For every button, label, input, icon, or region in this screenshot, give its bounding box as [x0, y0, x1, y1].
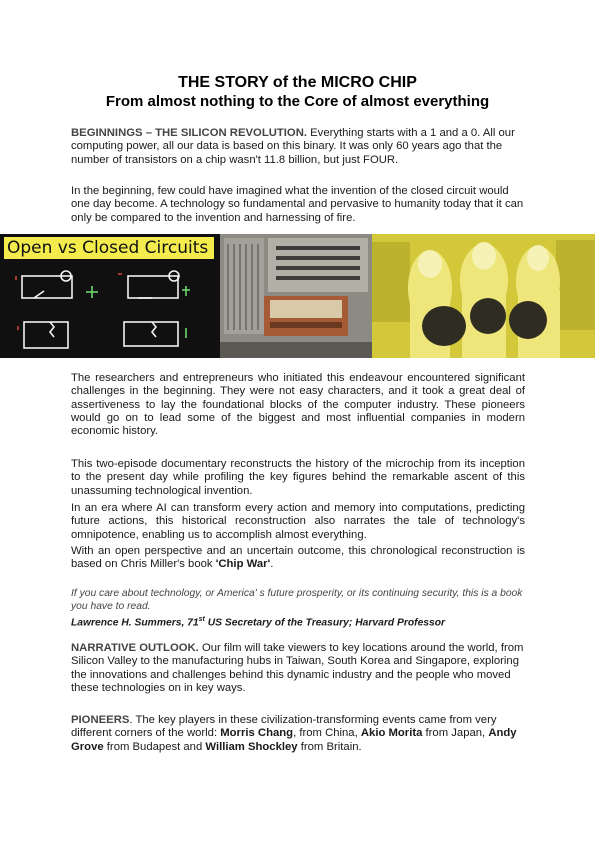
beginnings-lead: BEGINNINGS – THE SILICON REVOLUTION. [71, 127, 307, 139]
pioneers-paragraph [71, 714, 525, 754]
book-text: With an open perspective and an uncertain outcome, this chronological reconstruction is based on Chris Miller's book [71, 545, 525, 571]
narrative-text: Our film will take viewers to key locations around the world, from Silicon Valley to the manufacturing hubs in Taiwan, South Korea and Singapore, exploring the innovations and challenges behind this dynamic industry and the people who moved these technologies on in key ways. [71, 642, 524, 694]
circuits-image [0, 234, 220, 358]
cleanroom-workers-icon [372, 234, 595, 358]
image-strip [0, 234, 595, 358]
pioneer-name: Akio Morita [360, 727, 423, 740]
quote-author [71, 614, 525, 630]
researchers-paragraph: The researchers and entrepreneurs who initiated this endeavour encountered significant challenges in the beginning. They were not easy characters, and it took a great deal of assertiveness to lay the foundational blocks of the computer industry. These pioneers would go on to lead some of the biggest and most influential companies in modern economic history. [71, 372, 525, 438]
quote-block [71, 588, 525, 630]
page-title: THE STORY of the MICRO CHIP [178, 74, 417, 91]
book-title: 'Chip War' [215, 558, 271, 571]
book-paragraph [71, 545, 525, 572]
vintage-computer-icon [220, 234, 372, 358]
pioneers-text-1: . The key players in these civilization-transforming events came from very different corners of the world: [71, 714, 497, 740]
pioneers-text-2: , from China, [293, 727, 361, 740]
circuits-heading: Open vs Closed Circuits [7, 238, 209, 258]
pioneers-text-4: from Budapest and [103, 740, 206, 753]
quote-author-sup: st [198, 615, 205, 623]
pioneer-name: William Shockley [205, 740, 298, 753]
ai-paragraph: In an era where AI can transform every action and memory into computations, predicting future actions, this historical reconstruction also narrates the tale of technology's omnipotence, enabling us to accomplish almost everything. [71, 502, 525, 541]
narrative-lead: NARRATIVE OUTLOOK. [71, 642, 199, 654]
pioneers-text-5: from Britain. [297, 740, 362, 753]
pioneer-name: Morris Chang [220, 727, 294, 740]
pioneers-lead: PIONEERS [71, 714, 130, 726]
quote-author-name: Lawrence H. Summers, 71 [71, 617, 199, 629]
pioneer-name: Andy Grove [71, 727, 517, 753]
vintage-computer-image [220, 234, 372, 358]
documentary-paragraph: This two-episode documentary reconstructs the history of the microchip from its inception to the present day while profiling the key figures behind the remarkable ascent of this unassuming technological invention. [71, 458, 525, 497]
circuit-diagram-icon [0, 234, 220, 358]
beginnings-paragraph [71, 127, 525, 167]
page-subtitle: From almost nothing to the Core of almost everything [105, 93, 490, 110]
book-end: . [270, 558, 274, 571]
cleanroom-image [372, 234, 595, 358]
quote-text: If you care about technology, or America' s future prosperity, or its continuing security, this is a book you have to read. [71, 588, 523, 612]
intro-paragraph: In the beginning, few could have imagined what the invention of the closed circuit would one day become. A technology so fundamental and pervasive to humanity today that it can only be compared to the invention and harnessing of fire. [71, 185, 524, 224]
quote-author-role: US Secretary of the Treasury; Harvard Professor [204, 617, 446, 629]
pioneers-text-3: from Japan, [422, 727, 489, 740]
narrative-paragraph [71, 642, 525, 695]
beginnings-text: Everything starts with a 1 and a 0. All our computing power, all our data is based on this binary. It was only 60 years ago that the number of transistors on a chip wasn't 11.8 billion, but just FOUR. [71, 127, 515, 166]
